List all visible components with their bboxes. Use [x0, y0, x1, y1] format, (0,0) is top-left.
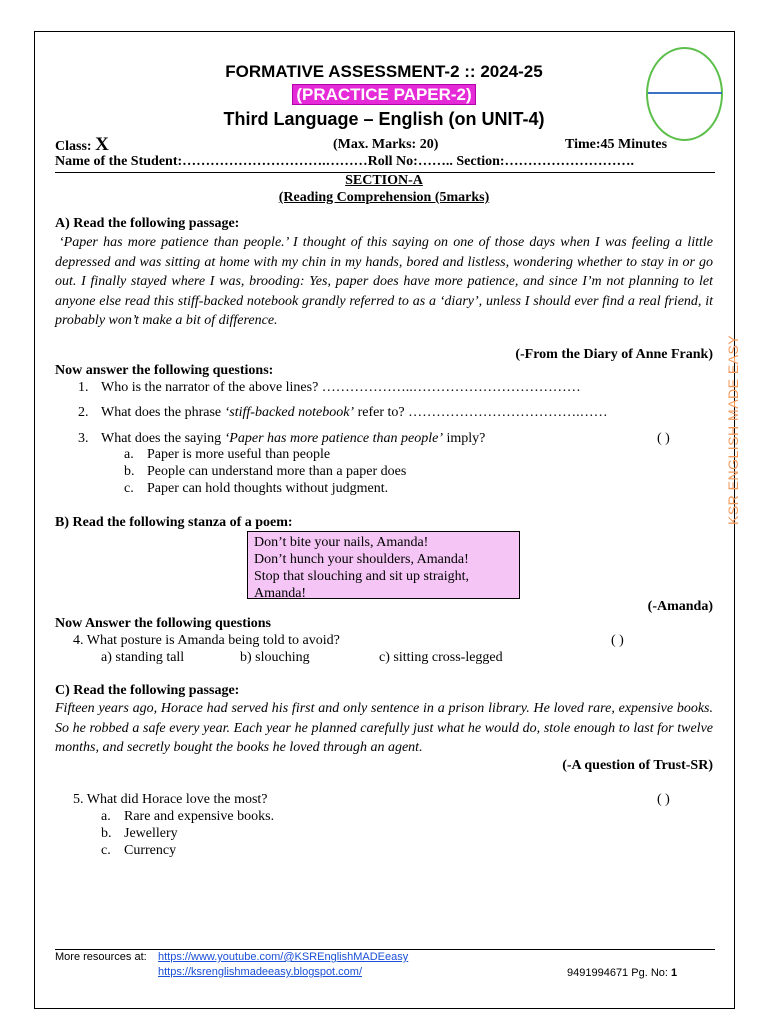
question-1: Who is the narrator of the above lines? ………………..………………………………	[101, 380, 581, 395]
page-number: 1	[671, 967, 678, 979]
q4-option-c: c) sitting cross-legged	[379, 650, 503, 665]
part-c-passage: Fifteen years ago, Horace had served his first and only sentence in a prison library. He loved rare, expensive books. So he robbed a safe every year. Each year he planned carefully just what he would do, stole enough to last for twelve months, and secretly bought the books he loved through an agent.	[55, 701, 713, 755]
part-a-questions-heading: Now answer the following questions:	[55, 363, 274, 378]
question-3-phrase: ‘Paper has more patience than people’	[224, 431, 444, 446]
poem-line: Don’t hunch your shoulders, Amanda!	[254, 552, 469, 567]
question-1-number: 1.	[78, 380, 89, 395]
q5-option-b-letter: b.	[101, 826, 112, 841]
footer-page-info	[567, 967, 677, 979]
time-allowed: Time:45 Minutes	[565, 137, 668, 152]
q5-option-a-letter: a.	[101, 809, 111, 824]
part-b-heading: B) Read the following stanza of a poem:	[55, 515, 293, 530]
max-marks: (Max. Marks: 20)	[333, 137, 439, 152]
section-subtitle: (Reading Comprehension (5marks)	[278, 190, 490, 205]
class-row	[55, 134, 109, 156]
q3-option-a: Paper is more useful than people	[147, 447, 331, 462]
class-value: X	[95, 134, 109, 155]
part-a-heading: A) Read the following passage:	[55, 216, 240, 231]
q4-option-b: b) slouching	[240, 650, 310, 665]
question-3-pre: What does the saying	[101, 431, 225, 446]
part-c-heading: C) Read the following passage:	[55, 683, 240, 698]
q5-option-c-letter: c.	[101, 843, 111, 858]
practice-paper-label	[0, 85, 768, 105]
q5-option-a: Rare and expensive books.	[124, 809, 275, 824]
practice-paper-highlight: (PRACTICE PAPER-2)	[293, 85, 474, 104]
question-2-number: 2.	[78, 405, 89, 420]
question-3-number: 3.	[78, 431, 89, 446]
question-4: 4. What posture is Amanda being told to avoid?	[73, 633, 340, 648]
footer-divider	[55, 949, 715, 950]
q3-option-c: Paper can hold thoughts without judgment.	[147, 481, 389, 496]
page-label: Pg. No:	[631, 967, 668, 979]
question-3	[101, 431, 485, 447]
q5-option-b: Jewellery	[124, 826, 178, 841]
q5-option-c: Currency	[124, 843, 177, 858]
part-c-source: (-A question of Trust-SR)	[562, 758, 713, 773]
question-5: 5. What did Horace love the most?	[73, 792, 268, 807]
watermark-text: KSR ENGLISH MADE EASY	[725, 334, 741, 525]
q3-option-c-letter: c.	[124, 481, 134, 496]
q3-option-b: People can understand more than a paper does	[147, 464, 407, 479]
poem-line: Amanda!	[254, 586, 307, 601]
part-a-source: (-From the Diary of Anne Frank)	[515, 347, 713, 362]
part-b-questions-heading: Now Answer the following questions	[55, 616, 271, 631]
footer-label: More resources at:	[55, 951, 147, 963]
question-4-answer-bracket: ( )	[611, 633, 624, 648]
part-a-passage: ‘Paper has more patience than people.’ I thought of this saying on one of those days when I was feeling a little depressed and was sitting at home with my chin in my hands, bored and listless, wondering whether to stay in or go out. I finally stayed where I was, brooding: Yes, paper does have more patience, and since I’m not planning to let anyone else read this stiff-backed notebook grandly referred to as a ‘diary’, unless I should ever find a real friend, it probably won’t make a bit of difference.	[55, 235, 713, 328]
section-title: SECTION-A	[345, 173, 423, 188]
poem-line: Don’t bite your nails, Amanda!	[254, 535, 429, 550]
poem-box	[247, 531, 520, 599]
q4-option-a: a) standing tall	[101, 650, 185, 665]
q3-option-a-letter: a.	[124, 447, 134, 462]
youtube-link[interactable]: https://www.youtube.com/@KSREnglishMADEeasy	[158, 951, 409, 963]
assessment-title: FORMATIVE ASSESSMENT-2 :: 2024-25	[225, 62, 543, 81]
question-3-post: imply?	[443, 431, 486, 446]
question-2-phrase: ‘stiff-backed notebook’	[224, 405, 355, 420]
student-details-line: Name of the Student:………………………….………Roll No:…….. Section:……………………….	[55, 154, 635, 169]
phone-number: 9491994671	[567, 967, 629, 979]
q3-option-b-letter: b.	[124, 464, 135, 479]
question-2-post: refer to? ……………………………….……	[354, 405, 608, 420]
blog-link[interactable]: https://ksrenglishmadeeasy.blogspot.com/	[158, 966, 363, 978]
question-3-answer-bracket: ( )	[657, 431, 670, 446]
class-label: Class:	[55, 139, 92, 154]
question-2-pre: What does the phrase	[101, 405, 225, 420]
poem-line: Stop that slouching and sit up straight,	[254, 569, 470, 584]
question-2	[101, 405, 608, 421]
language-subtitle: Third Language – English (on UNIT-4)	[223, 109, 545, 129]
question-5-answer-bracket: ( )	[657, 792, 670, 807]
part-b-source: (-Amanda)	[647, 599, 713, 614]
